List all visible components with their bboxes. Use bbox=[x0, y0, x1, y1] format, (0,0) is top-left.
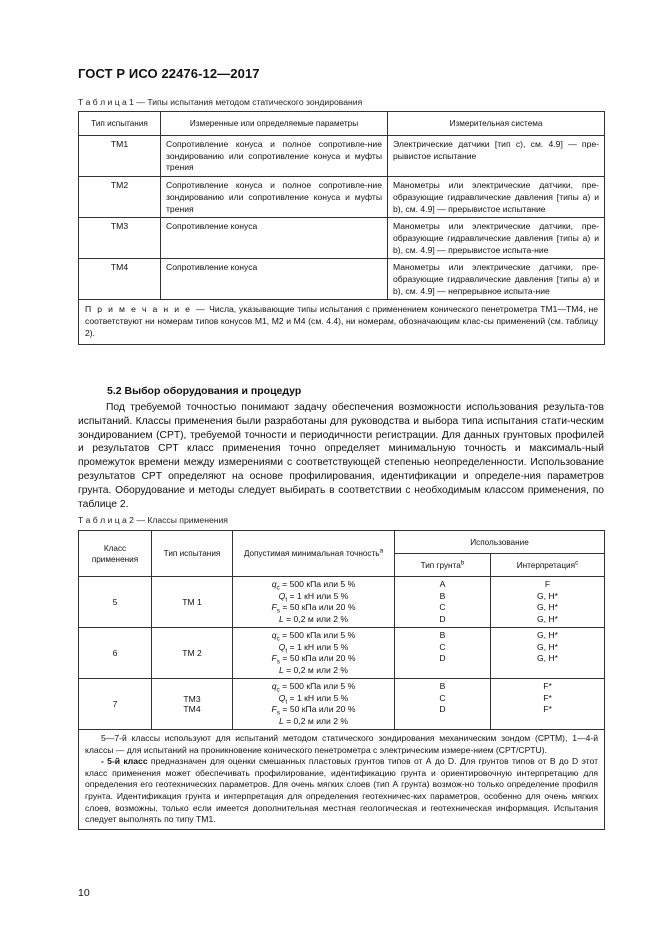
table1-cell-params: Сопротивление конуса bbox=[161, 259, 388, 300]
table1-cell-params: Сопротивление конуса bbox=[161, 218, 388, 259]
table2-footnotes bbox=[79, 730, 605, 830]
table2-caption: Т а б л и ц а 2 — Классы применения bbox=[78, 515, 228, 525]
table2-cell-soil: B C D bbox=[395, 628, 491, 679]
table1-cell-system: Электрические датчики [тип с), см. 4.9] — пре-рывистое испытание bbox=[388, 136, 605, 177]
table2-cell-soil: A B C D bbox=[395, 577, 491, 628]
table2-header-soil: Тип грунта$^b$ bbox=[395, 554, 491, 577]
table2-cell-interpretation: F G, H* G, H* G, H* bbox=[491, 577, 605, 628]
table2-cell-type: TM 1 bbox=[152, 577, 233, 628]
table1-header-system: Измерительная система bbox=[388, 112, 605, 136]
table-row bbox=[79, 259, 605, 300]
table2-header-accuracy: Допустимая минимальная точность$^a$ bbox=[233, 531, 395, 577]
table2-footnote-1: 5—7-й классы используют для испытаний методом статического зондирования механическим зондом (CPTM), 1—4-й классы — для испытаний на проникновение конического пенетрометра с электрическим измере-нием (CPT/CPTU). bbox=[85, 733, 599, 755]
table1-cell-type: TM2 bbox=[79, 177, 161, 218]
table2-cell-accuracy: $q_c = 500$ кПа или 5 % $Q_t = 1$ кН или 5 % $F_s = 50$ кПа или 20 % L = 0,2 м или 2 % bbox=[233, 679, 395, 730]
table2-cell-type: TM3 TM4 bbox=[152, 679, 233, 730]
table-row bbox=[79, 218, 605, 259]
table2-cell-interpretation: G, H* G, H* G, H* bbox=[491, 628, 605, 679]
table2-cell-class: 7 bbox=[79, 679, 152, 730]
table2-header-interpretation: Интерпретация$^c$ bbox=[491, 554, 605, 577]
section-heading: 5.2 Выбор оборудования и процедур bbox=[107, 385, 302, 397]
table1-note-lead: П р и м е ч а н и е — bbox=[85, 304, 207, 315]
section-paragraph: Под требуемой точностью понимают задачу обеспечения возможности использования результа-тов испытаний. Классы применения были разработаны для руководства и выбора типа испытания стати-ческим зондированием (CPT), требуемой точности и периодичности регистрации. Для данных грунтовых профилей и результатов CPT класс применения точно определяет минимальную точность и максималь-ный промежуток времени между измерениями с соответствующей степенью неопределенности. Использование результатов CPT определяют на основе профилирования, идентификации и определе-ния параметров грунта. Оборудование и методы следует выбирать в соответствии с необходимым классом применения, по таблице 2. bbox=[78, 402, 604, 510]
table1-cell-type: TM4 bbox=[79, 259, 161, 300]
table-row bbox=[79, 679, 605, 730]
table2-cell-soil: B C D bbox=[395, 679, 491, 730]
table1-note bbox=[79, 300, 605, 344]
table1-cell-system: Манометры или электрические датчики, пре-образующие гидравлические давления [типы а) и b), см. 4.9] — прерывистое испыта-ние bbox=[388, 218, 605, 259]
table2-footnote-2: - 5-й класс предназначен для оценки смешанных пластовых грунтов типов от А до D. Для грунтов типов от B до D этот класс применения может обеспечивать профилирование, идентификацию грунта и ориентировочную интерпретацию для определения его геотехнических параметров. Для очень мягких слоев (тип А грунта) возмож-но только определение профиля грунта. Идентификация грунта и интерпретация для определения геотехничес-ких параметров, особенно для очень мягких слоев, возможны, только если имеется дополнительная местная геологическая и геотехническая информация. Испытания следует выполнять по типу TM1. bbox=[85, 756, 599, 825]
table2-cell-class: 5 bbox=[79, 577, 152, 628]
table1-cell-type: TM1 bbox=[79, 136, 161, 177]
table2-cell-accuracy: $q_c = 500$ кПа или 5 % $Q_t = 1$ кН или 5 % $F_s = 50$ кПа или 20 % L = 0,2 м или 2 % bbox=[233, 577, 395, 628]
table2 bbox=[78, 530, 605, 830]
table1-header-params: Измеренные или определяемые параметры bbox=[161, 112, 388, 136]
page-number: 10 bbox=[78, 887, 90, 899]
table2-cell-type: TM 2 bbox=[152, 628, 233, 679]
section-body bbox=[78, 401, 604, 511]
table2-cell-interpretation: F* F* F* bbox=[491, 679, 605, 730]
table2-header-usage: Использование bbox=[395, 531, 605, 554]
table-row bbox=[79, 136, 605, 177]
document-header: ГОСТ Р ИСО 22476-12—2017 bbox=[78, 66, 260, 81]
table-row bbox=[79, 628, 605, 679]
table2-header-type: Тип испытания bbox=[152, 531, 233, 577]
table1-cell-system: Манометры или электрические датчики, пре-образующие гидравлические давления [типы а) и b), см. 4.9] — прерывистое испытание bbox=[388, 177, 605, 218]
table2-header-class: Класс применения bbox=[79, 531, 152, 577]
table1-cell-params: Сопротивление конуса и полное сопротивле-ние зондированию или сопротивление конуса и муфты трения bbox=[161, 177, 388, 218]
table1 bbox=[78, 111, 605, 345]
table-row bbox=[79, 177, 605, 218]
table2-cell-accuracy: $q_c = 500$ кПа или 5 % $Q_t = 1$ кН или 5 % $F_s = 50$ кПа или 20 % L = 0,2 м или 2 % bbox=[233, 628, 395, 679]
table1-note-text: Числа, указывающие типы испытания с применением конического пенетрометра TM1—TM4, не соответствуют ни номерам типов конусов М1, М2 и М4 (см. 4.4), ни номерам, обозначающим клас-сы применений (см. таблицу 2). bbox=[85, 304, 598, 338]
table1-cell-system: Манометры или электрические датчики, пре-образующие гидравлические давления [типы а) и b), см. 4.9] — непрерывное испыта-ние bbox=[388, 259, 605, 300]
table2-cell-class: 6 bbox=[79, 628, 152, 679]
table1-cell-type: TM3 bbox=[79, 218, 161, 259]
table1-caption: Т а б л и ц а 1 — Типы испытания методом статического зондирования bbox=[78, 97, 363, 107]
table1-header-type: Тип испытания bbox=[79, 112, 161, 136]
table-row bbox=[79, 577, 605, 628]
table1-cell-params: Сопротивление конуса и полное сопротивле-ние зондированию или сопротивление конуса и муфты трения bbox=[161, 136, 388, 177]
